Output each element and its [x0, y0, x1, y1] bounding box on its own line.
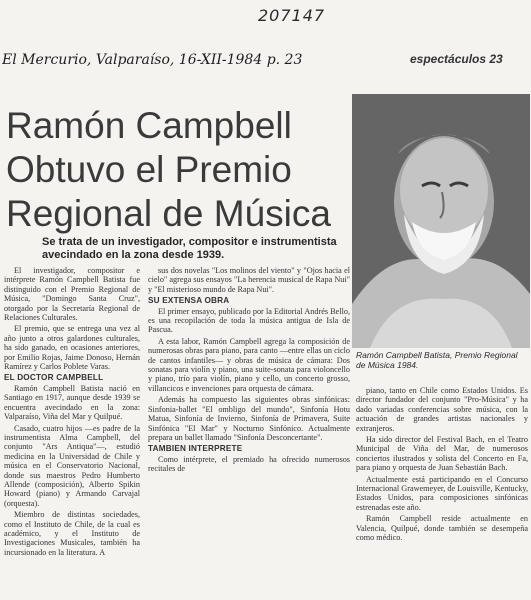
paragraph: El primer ensayo, publicado por la Editorial Andrés Bello, es una recopilación de toda la música antigua de Isla de Pascua.: [148, 306, 350, 335]
section-heading: EL DOCTOR CAMPBELL: [4, 373, 104, 383]
article-column-2: [148, 266, 350, 600]
article-column-3: [356, 386, 528, 600]
paragraph: A esta labor, Ramón Campbell agrega la composición de numerosas obras para piano, para canto —entre ellas un ciclo de cantos infantiles— y obras de música de cámara: Dos sonatas para violín y piano, una suite-sonata para violoncello y piano, trío para violín, piano y cello, un concerto grosso, villancicos e invenciones para orquesta de cámara.: [148, 336, 350, 393]
paragraph: Ramón Campbell reside actualmente en Valencia, Quilpué, donde también se desempeña como médico.: [356, 514, 528, 543]
paragraph: Casado, cuatro hijos —es padre de la instrumentista Alma Campbell, del conjunto "Ars Antiqua"—, estudió medicina en la Universidad de Chile y música en el Conservatorio Nacional, donde sus maestros Pedro Humberto Allende (composición), Alberto Spikin Howard (piano) y Armando Carvajal (orquesta).: [4, 423, 140, 508]
paragraph: Como intérprete, el premiado ha ofrecido numerosos recitales de: [148, 454, 350, 474]
paragraph: Actualmente está participando en el Concurso Internacional Grawemeyer, de Louisville, Kentucky, Estados Unidos, para composiciones sinfónicas estrenadas este año.: [356, 474, 528, 512]
portrait-image: [352, 94, 530, 348]
headline-line: Ramón Campbell: [6, 105, 292, 146]
paragraph: Ha sido director del Festival Bach, en el Teatro Municipal de Viña del Mar, de numerosos conciertos ilustrados y solista del Concerto en Fa, para piano y orquesta de Juan Sebastián Bach.: [356, 435, 528, 473]
paragraph: El investigador, compositor e intérprete Ramón Campbell Batista fue distinguido con el Premio Regional de Música, "Domingo Santa Cruz", otorgado por la Secretaría Regional de Relaciones Culturales.: [4, 266, 140, 323]
paragraph: Ramón Campbell Batista nació en Santiago en 1917, aunque desde 1939 se encuentra avecindado en la zona: Valparaíso, Viña del Mar y Quilpué.: [4, 383, 140, 422]
article-column-1: [4, 266, 140, 600]
archive-number: 207147: [258, 6, 326, 25]
paragraph: Además ha compuesto las siguientes obras sinfónicas: Sinfonia-ballet "El ombligo del mundo", Sinfonía Hotu Matua, Sinfonía de Invierno, Sinfonía de Primavera, Suite Sinfónica "El Mar" y Nocturno Sinfónico. Actualmente prepara un ballet llamado "Sinfonía Desconcertante".: [148, 395, 350, 442]
subheadline: Se trata de un investigador, compositor e instrumentista avecindado en la zona desde 1939.: [42, 236, 337, 261]
photo-caption: Ramón Campbell Batista, Premio Regional de Música 1984.: [356, 350, 518, 370]
headline-line: Obtuvo el Premio: [6, 149, 292, 190]
paragraph: Miembro de distintas sociedades, como el Instituto de Chile, de la cual es académico, y el Instituto de Investigaciones Musicales, también ha incursionado en la literatura. A: [4, 510, 140, 557]
paragraph: piano, tanto en Chile como Estados Unidos. Es director fundador del conjunto "Pro-Música" y ha dado variadas conferencias sobre música, con la actuación de grandes artistas nacionales y extranjeros.: [356, 386, 528, 433]
portrait-photo: [352, 94, 530, 348]
headline-line: Regional de Música: [6, 193, 331, 234]
handwritten-source-line: El Mercurio, Valparaíso, 16-XII-1984 p. 23: [2, 52, 303, 68]
headline: [6, 104, 352, 236]
paragraph: El premio, que se entrega una vez al año junto a otros galardones culturales, ha sido ganado, en ocasiones anteriores, por Emilio Rojas, Jaime Donoso, Hernán Ramírez y Carlos Poblete Varas.: [4, 324, 140, 372]
section-heading: SU EXTENSA OBRA: [148, 296, 230, 306]
paragraph: sus dos novelas "Los molinos del viento" y "Ojos hacia el cielo" agrega sus ensayos "La herencia musical de Rapa Nui" y "El misterioso mundo de Rapa Nui".: [148, 266, 350, 294]
section-label: espectáculos 23: [410, 52, 503, 66]
section-heading: TAMBIEN INTERPRETE: [148, 444, 243, 454]
